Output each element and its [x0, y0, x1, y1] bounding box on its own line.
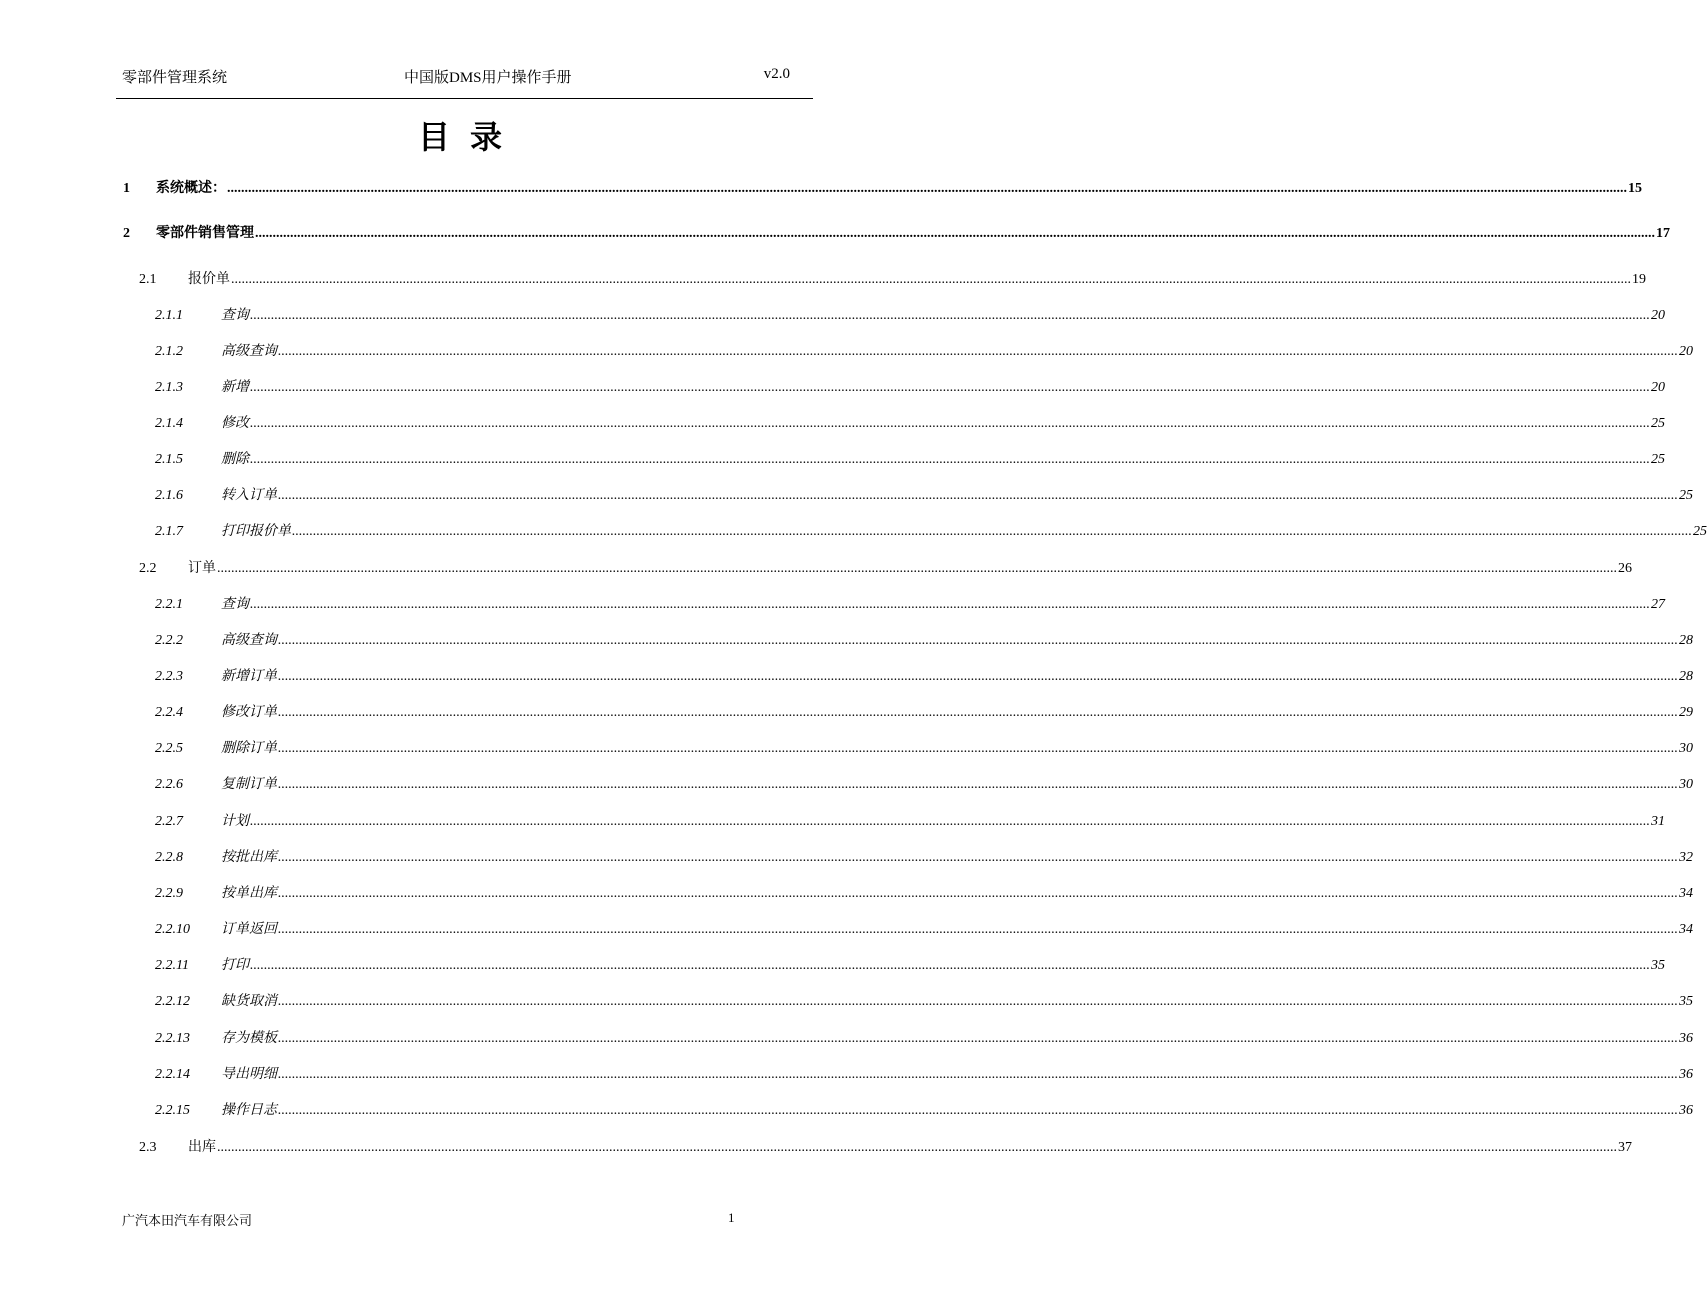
toc-leader: ................................................................................................................................................................................................................................................................................................................................................................................................................: [278, 922, 1678, 937]
toc-number: 2.1.1: [155, 308, 183, 323]
toc-entry[interactable]: [155, 665, 1693, 685]
toc-leader: ................................................................................................................................................................................................................................................................................................................................................................................................................: [278, 741, 1678, 756]
toc-leader: ................................................................................................................................................................................................................................................................................................................................................................................................................: [231, 272, 1631, 287]
footer-company: 广汽本田汽车有限公司: [122, 1213, 253, 1228]
toc-number: 2.1.6: [155, 488, 183, 503]
toc-number: 2.2.15: [155, 1103, 190, 1118]
toc-page: 20: [1651, 308, 1665, 323]
toc-leader: ................................................................................................................................................................................................................................................................................................................................................................................................................: [278, 633, 1678, 648]
toc-page: 25: [1651, 416, 1665, 431]
toc-page: 29: [1679, 705, 1693, 720]
toc-leader: ................................................................................................................................................................................................................................................................................................................................................................................................................: [278, 994, 1678, 1009]
toc-number: 2.3: [139, 1140, 157, 1155]
toc-page: 15: [1628, 181, 1642, 196]
toc-page: 17: [1656, 226, 1670, 241]
toc-page: 35: [1679, 994, 1693, 1009]
toc-page: 34: [1679, 922, 1693, 937]
toc-leader: ................................................................................................................................................................................................................................................................................................................................................................................................................: [250, 416, 1650, 431]
toc-leader: ................................................................................................................................................................................................................................................................................................................................................................................................................: [278, 1067, 1678, 1082]
toc-number: 2.2.4: [155, 705, 183, 720]
toc-entry[interactable]: [155, 846, 1693, 866]
toc-number: 2.2.2: [155, 633, 183, 648]
toc-page: 36: [1679, 1103, 1693, 1118]
toc-number: 2.2.14: [155, 1067, 190, 1082]
toc-entry[interactable]: [155, 1027, 1693, 1047]
toc-number: 2.1.4: [155, 416, 183, 431]
toc-leader: ................................................................................................................................................................................................................................................................................................................................................................................................................: [278, 669, 1678, 684]
toc-number: 2.2.13: [155, 1031, 190, 1046]
toc-leader: ................................................................................................................................................................................................................................................................................................................................................................................................................: [292, 524, 1692, 539]
toc-entry[interactable]: [155, 593, 1665, 613]
toc-entry[interactable]: [155, 484, 1693, 504]
toc-number: 2.1.3: [155, 380, 183, 395]
toc-title-text: 操作日志: [221, 1103, 277, 1118]
toc-title-text: 缺货取消: [221, 994, 277, 1009]
toc-title-text: 打印: [221, 958, 249, 973]
toc-title-text: 零部件销售管理: [156, 226, 254, 241]
toc-page: 20: [1679, 344, 1693, 359]
toc-page: 28: [1679, 669, 1693, 684]
toc-page: 19: [1632, 272, 1646, 287]
toc-number: 2.2.6: [155, 777, 183, 792]
toc-entry[interactable]: [139, 268, 1646, 288]
toc-page: 25: [1693, 524, 1707, 539]
toc-page: 28: [1679, 633, 1693, 648]
toc-entry[interactable]: [155, 918, 1693, 938]
toc-leader: ................................................................................................................................................................................................................................................................................................................................................................................................................: [278, 705, 1678, 720]
toc-title-text: 系统概述：: [156, 181, 226, 196]
toc-number: 2.2.11: [155, 958, 189, 973]
toc-page: 26: [1618, 561, 1632, 576]
toc-entry[interactable]: [123, 177, 1642, 197]
toc-entry[interactable]: [139, 1136, 1632, 1156]
toc-entry[interactable]: [155, 737, 1693, 757]
toc-entry[interactable]: [155, 412, 1665, 432]
toc-page: 20: [1651, 380, 1665, 395]
toc-title-text: 订单: [188, 561, 216, 576]
toc-page: 27: [1651, 597, 1665, 612]
toc-number: 2.2.3: [155, 669, 183, 684]
toc-number: 2.2.5: [155, 741, 183, 756]
toc-title-text: 高级查询: [221, 344, 277, 359]
toc-number: 2.2: [139, 561, 157, 576]
toc-leader: ................................................................................................................................................................................................................................................................................................................................................................................................................: [278, 850, 1678, 865]
toc-number: 1: [123, 181, 130, 196]
toc-leader: ................................................................................................................................................................................................................................................................................................................................................................................................................: [278, 488, 1678, 503]
toc-title-text: 修改订单: [221, 705, 277, 720]
toc-entry[interactable]: [155, 773, 1693, 793]
toc-leader: ................................................................................................................................................................................................................................................................................................................................................................................................................: [278, 344, 1678, 359]
toc-page: 34: [1679, 886, 1693, 901]
toc-title-text: 导出明细: [221, 1067, 277, 1082]
toc-leader: ................................................................................................................................................................................................................................................................................................................................................................................................................: [278, 777, 1678, 792]
toc-title-text: 出库: [188, 1140, 216, 1155]
toc-title-text: 查询: [221, 597, 249, 612]
toc-number: 2.2.1: [155, 597, 183, 612]
toc-entry[interactable]: [155, 1099, 1693, 1119]
toc-title-text: 复制订单: [221, 777, 277, 792]
toc-number: 2.1.2: [155, 344, 183, 359]
toc-page: 25: [1651, 452, 1665, 467]
toc-number: 2.1.5: [155, 452, 183, 467]
header-manual-title: 中国版DMS用户操作手册: [404, 70, 572, 86]
toc-entry[interactable]: [155, 448, 1665, 468]
toc-entry[interactable]: [155, 701, 1693, 721]
toc-number: 2.1: [139, 272, 157, 287]
toc-entry[interactable]: [155, 882, 1693, 902]
toc-entry[interactable]: [155, 520, 1707, 540]
toc-leader: ................................................................................................................................................................................................................................................................................................................................................................................................................: [250, 380, 1650, 395]
toc-leader: ................................................................................................................................................................................................................................................................................................................................................................................................................: [250, 958, 1650, 973]
toc-page: 36: [1679, 1067, 1693, 1082]
toc-number: 2.2.12: [155, 994, 190, 1009]
toc-page: 25: [1679, 488, 1693, 503]
toc-number: 2.2.10: [155, 922, 190, 937]
toc-page: 30: [1679, 777, 1693, 792]
toc-leader: ................................................................................................................................................................................................................................................................................................................................................................................................................: [250, 814, 1650, 829]
toc-leader: ................................................................................................................................................................................................................................................................................................................................................................................................................: [278, 1031, 1678, 1046]
toc-title-text: 高级查询: [221, 633, 277, 648]
header-system-name: 零部件管理系统: [122, 70, 228, 86]
toc-leader: ................................................................................................................................................................................................................................................................................................................................................................................................................: [217, 561, 1617, 576]
toc-page: 36: [1679, 1031, 1693, 1046]
toc-title-text: 修改: [221, 416, 249, 431]
toc-leader: ................................................................................................................................................................................................................................................................................................................................................................................................................: [278, 1103, 1678, 1118]
footer-page-number: 1: [728, 1210, 735, 1225]
toc-page: 32: [1679, 850, 1693, 865]
toc-entry[interactable]: [155, 810, 1665, 830]
toc-entry[interactable]: [155, 376, 1665, 396]
toc-title: 目录: [417, 119, 522, 155]
toc-title-text: 计划: [221, 814, 249, 829]
toc-leader: ................................................................................................................................................................................................................................................................................................................................................................................................................: [250, 308, 1650, 323]
toc-title-text: 删除订单: [221, 741, 277, 756]
toc-title-text: 存为模板: [221, 1031, 277, 1046]
toc-title-text: 查询: [221, 308, 249, 323]
toc-entry[interactable]: [155, 990, 1693, 1010]
toc-title-text: 删除: [221, 452, 249, 467]
toc-title-text: 打印报价单: [221, 524, 291, 539]
toc-number: 2.2.9: [155, 886, 183, 901]
toc-page: 35: [1651, 958, 1665, 973]
toc-entry[interactable]: [123, 222, 1670, 242]
toc-leader: ................................................................................................................................................................................................................................................................................................................................................................................................................: [250, 597, 1650, 612]
toc-number: 2.2.7: [155, 814, 183, 829]
toc-title-text: 按单出库: [221, 886, 277, 901]
toc-number: 2: [123, 226, 130, 241]
toc-entry[interactable]: [155, 304, 1665, 324]
toc-leader: ................................................................................................................................................................................................................................................................................................................................................................................................................: [227, 181, 1627, 196]
toc-leader: ................................................................................................................................................................................................................................................................................................................................................................................................................: [217, 1140, 1617, 1155]
toc-title-text: 新增: [221, 380, 249, 395]
toc-page: 37: [1618, 1140, 1632, 1155]
toc-number: 2.2.8: [155, 850, 183, 865]
toc-title-text: 报价单: [188, 272, 230, 287]
toc-title-text: 按批出库: [221, 850, 277, 865]
toc-leader: ................................................................................................................................................................................................................................................................................................................................................................................................................: [255, 226, 1655, 241]
toc-title-text: 订单返回: [221, 922, 277, 937]
toc-number: 2.1.7: [155, 524, 183, 539]
toc-entry[interactable]: [155, 629, 1693, 649]
toc-page: 31: [1651, 814, 1665, 829]
toc-page: 30: [1679, 741, 1693, 756]
toc-title-text: 新增订单: [221, 669, 277, 684]
toc-entry[interactable]: [155, 1063, 1693, 1083]
toc-leader: ................................................................................................................................................................................................................................................................................................................................................................................................................: [250, 452, 1650, 467]
toc-title-text: 转入订单: [221, 488, 277, 503]
header-version: v2.0: [763, 66, 790, 82]
toc-entry[interactable]: [139, 557, 1632, 577]
toc-leader: ................................................................................................................................................................................................................................................................................................................................................................................................................: [278, 886, 1678, 901]
toc-entry[interactable]: [155, 340, 1693, 360]
toc-entry[interactable]: [155, 954, 1665, 974]
